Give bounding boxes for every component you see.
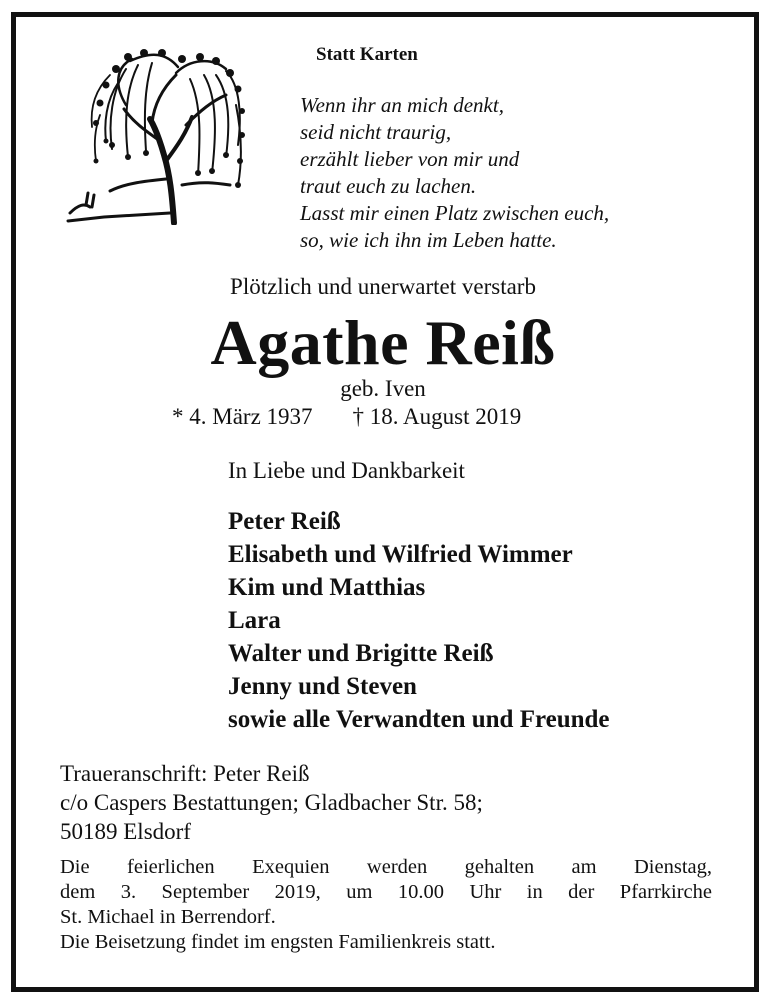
mourner-name: Elisabeth und Wilfried Wimmer <box>228 541 573 568</box>
mourner-name: Peter Reiß <box>228 508 341 535</box>
poem-line: traut euch zu lachen. <box>300 174 477 198</box>
statt-karten-label: Statt Karten <box>316 44 418 65</box>
poem-line: Wenn ihr an mich denkt, <box>300 93 504 117</box>
notice-line: Die Beisetzung findet im engsten Familienkreis statt. <box>60 931 496 953</box>
birth-date: * 4. März 1937 <box>172 404 313 429</box>
mourners-list <box>228 505 610 736</box>
notice-line: dem 3. September 2019, um 10.00 Uhr in der Pfarrkirche <box>60 881 712 903</box>
deceased-name: Agathe Reiß <box>210 307 556 378</box>
mourners-intro: In Liebe und Dankbarkeit <box>228 458 465 483</box>
mourner-name: sowie alle Verwandten und Freunde <box>228 706 610 733</box>
mourner-name: Jenny und Steven <box>228 673 417 700</box>
funeral-notice <box>60 855 712 955</box>
poem-line: erzählt lieber von mir und <box>300 147 520 171</box>
address-line: Traueranschrift: Peter Reiß <box>60 761 310 786</box>
poem <box>300 92 609 254</box>
mourner-name: Kim und Matthias <box>228 574 426 601</box>
notice-line: Die feierlichen Exequien werden gehalten am Dienstag, <box>60 856 712 878</box>
death-date: † 18. August 2019 <box>352 404 522 429</box>
poem-line: Lasst mir einen Platz zwischen euch, <box>300 201 610 225</box>
notice-line: St. Michael in Berrendorf. <box>60 906 276 928</box>
mourning-address <box>60 759 483 846</box>
mourner-name: Walter und Brigitte Reiß <box>228 640 494 667</box>
mourner-name: Lara <box>228 607 281 634</box>
address-line: c/o Caspers Bestattungen; Gladbacher Str. 58; <box>60 790 483 815</box>
address-line: 50189 Elsdorf <box>60 819 191 844</box>
weeping-willow-icon <box>66 45 248 225</box>
poem-line: so, wie ich ihn im Leben hatte. <box>300 228 557 252</box>
life-dates <box>172 404 521 430</box>
poem-line: seid nicht traurig, <box>300 120 452 144</box>
death-announcement-intro: Plötzlich und unerwartet verstarb <box>230 274 536 299</box>
birth-name: geb. Iven <box>340 376 426 401</box>
